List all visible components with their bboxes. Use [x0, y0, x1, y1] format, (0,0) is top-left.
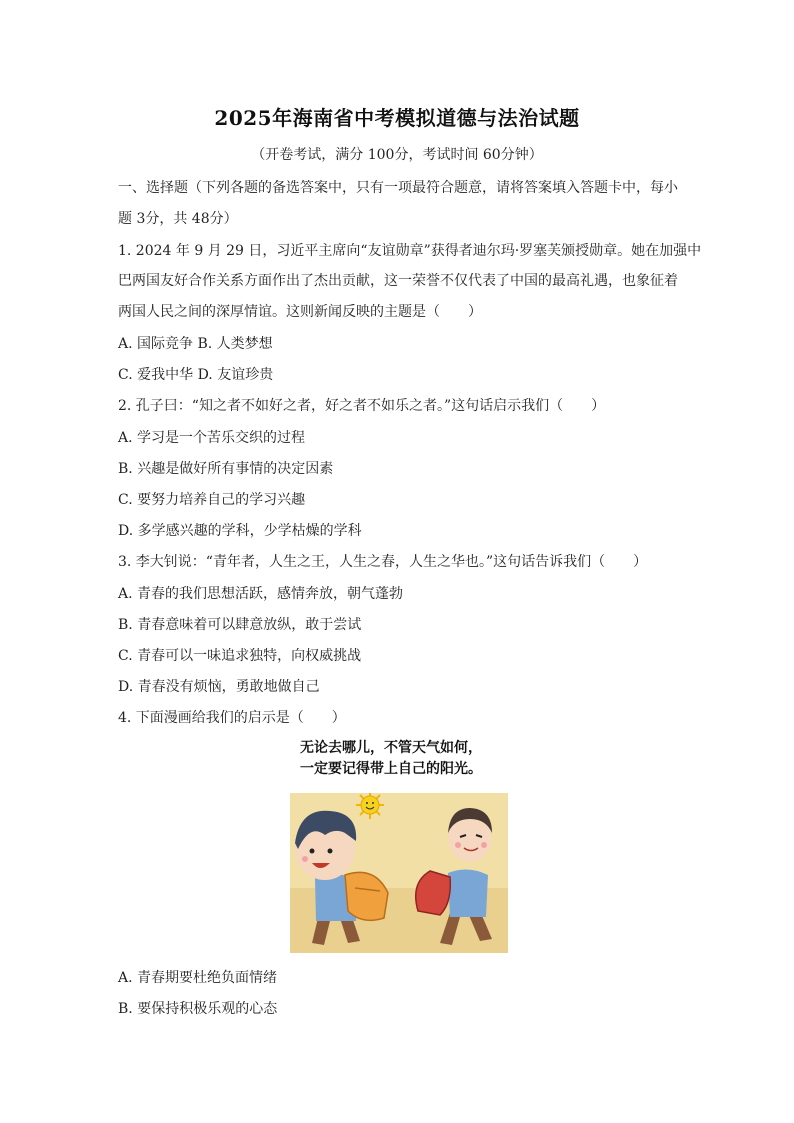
question-1-stem: 1. 2024 年 9 月 29 日，习近平主席向“友谊勋章”获得者迪尔玛·罗塞芙颁授勋章。她在加强中 — [118, 243, 702, 259]
exam-instructions: （开卷考试，满分 100分，考试时间 60分钟） — [251, 147, 543, 163]
cartoon-caption-line1: 无论去哪儿，不管天气如何， — [300, 740, 482, 756]
question-4-stem: 4. 下面漫画给我们的启示是（ ） — [118, 710, 346, 726]
question-2-option-c: C. 要努力培养自己的学习兴趣 — [118, 492, 306, 508]
question-3-option-a: A. 青春的我们思想活跃，感情奔放，朝气蓬勃 — [118, 586, 404, 602]
question-1-options-ab: A. 国际竞争 B. 人类梦想 — [118, 336, 273, 352]
question-1-stem-cont: 巴两国友好合作关系方面作出了杰出贡献，这一荣誉不仅代表了中国的最高礼遇，也象征着 — [118, 273, 678, 289]
question-3-option-b: B. 青春意味着可以肆意放纵，敢于尝试 — [118, 617, 362, 633]
question-2-option-a: A. 学习是一个苦乐交织的过程 — [118, 430, 306, 446]
question-3-option-c: C. 青春可以一味追求独特，向权威挑战 — [118, 648, 362, 664]
question-4-option-b: B. 要保持积极乐观的心态 — [118, 1001, 278, 1017]
question-4-option-a: A. 青春期要杜绝负面情绪 — [118, 970, 278, 986]
section-heading-cont: 题 3分，共 48分） — [118, 211, 238, 227]
section-heading: 一、选择题（下列各题的备选答案中，只有一项最符合题意，请将答案填入答题卡中，每小 — [118, 180, 678, 196]
question-3-stem: 3. 李大钊说：“青年者，人生之王，人生之春，人生之华也。”这句话告诉我们（ ） — [118, 554, 648, 570]
question-1-stem-end: 两国人民之间的深厚情谊。这则新闻反映的主题是（ ） — [118, 304, 482, 320]
question-2-stem: 2. 孔子曰：“知之者不如好之者，好之者不如乐之者。”这句话启示我们（ ） — [118, 398, 606, 414]
question-2-option-d: D. 多学感兴趣的学科，少学枯燥的学科 — [118, 523, 362, 539]
page-title: 2025年海南省中考模拟道德与法治试题 — [214, 106, 580, 130]
question-1-options-cd: C. 爱我中华 D. 友谊珍贵 — [118, 367, 274, 383]
cartoon-caption-line2: 一定要记得带上自己的阳光。 — [300, 761, 482, 777]
question-2-option-b: B. 兴趣是做好所有事情的决定因素 — [118, 461, 334, 477]
cartoon-image — [290, 793, 508, 953]
question-3-option-d: D. 青春没有烦恼，勇敢地做自己 — [118, 679, 320, 695]
